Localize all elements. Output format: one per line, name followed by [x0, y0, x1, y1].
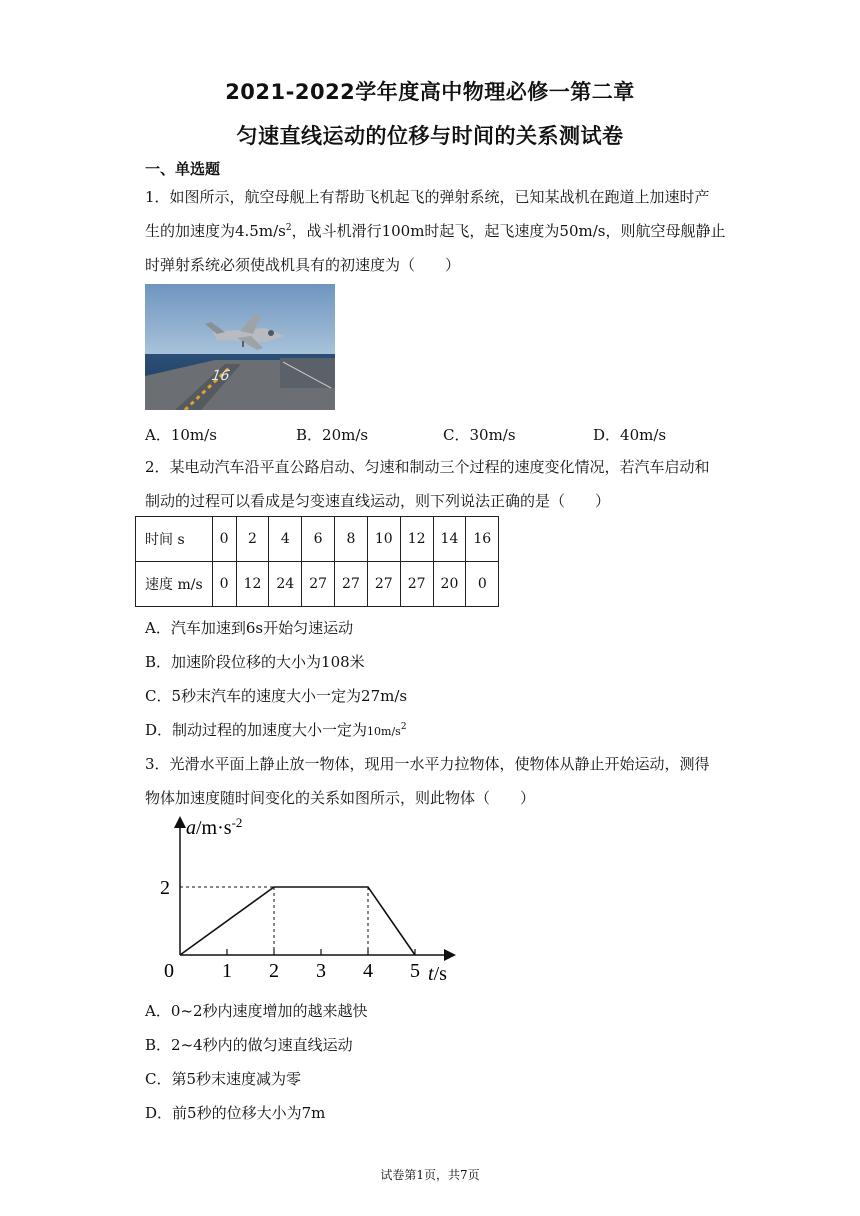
q1-option-c[interactable]: C．30m/s: [443, 426, 516, 444]
x-tick-label: 5: [410, 960, 420, 982]
table-cell: 2: [236, 517, 269, 562]
q2-option-d-unit: 10m/s: [367, 725, 401, 738]
q3-line1: 3．光滑水平面上静止放一物体，现用一水平力拉物体，使物体从静止开始运动，测得: [145, 755, 710, 773]
table-cell: 0: [212, 517, 236, 562]
q3-option-a[interactable]: A．0~2秒内速度增加的越来越快: [145, 1002, 368, 1020]
table-cell: 6: [302, 517, 335, 562]
x-axis-label-unit: /s: [433, 963, 447, 985]
x-tick-label: 4: [363, 960, 373, 982]
x-tick-label: 1: [222, 960, 232, 982]
exam-title-line1: 2021-2022学年度高中物理必修一第二章: [225, 80, 635, 104]
q2-option-d-text: D．制动过程的加速度大小一定为: [145, 721, 368, 739]
table-cell: 8: [335, 517, 368, 562]
table-cell: 27: [335, 562, 368, 607]
section-heading: 一、单选题: [145, 160, 221, 178]
table-cell: 16: [466, 517, 499, 562]
q2-line1: 2．某电动汽车沿平直公路启动、匀速和制动三个过程的速度变化情况，若汽车启动和: [145, 458, 710, 476]
page-footer: 试卷第1页，共7页: [380, 1168, 480, 1182]
acceleration-time-chart: [150, 812, 470, 992]
table-row-time: [136, 517, 499, 562]
q2-option-a[interactable]: A．汽车加速到6s开始匀速运动: [145, 619, 354, 637]
series-line: [180, 887, 415, 955]
table-cell: 10: [367, 517, 400, 562]
y-axis-label-symbol: a: [186, 817, 196, 839]
table-cell: 27: [367, 562, 400, 607]
q1-option-d[interactable]: D．40m/s: [593, 426, 667, 444]
table-cell: 27: [400, 562, 433, 607]
q1-line2: [145, 220, 726, 241]
q1-superscript: 2: [285, 223, 292, 233]
q1-line2-part2: ，战斗机滑行100m时起飞，起飞速度为50m/s，则航空母舰静止: [291, 222, 726, 240]
q1-option-a[interactable]: A．10m/s: [145, 426, 217, 444]
q3-option-d[interactable]: D．前5秒的位移大小为7m: [145, 1104, 326, 1122]
table-header-time: 时间 s: [136, 517, 213, 562]
q2-option-d[interactable]: [145, 719, 407, 740]
x-tick-label: 2: [269, 960, 279, 982]
table-cell: 12: [400, 517, 433, 562]
q3-line2: 物体加速度随时间变化的关系如图所示，则此物体（ ）: [145, 789, 536, 807]
x-tick-label: 0: [164, 960, 174, 982]
y-axis-label-sup: -2: [231, 815, 243, 830]
q1-option-b[interactable]: B．20m/s: [296, 426, 369, 444]
table-header-speed: 速度 m/s: [136, 562, 213, 607]
x-axis-label: [428, 963, 447, 985]
table-cell: 0: [466, 562, 499, 607]
table-cell: 27: [302, 562, 335, 607]
q2-option-b[interactable]: B．加速阶段位移的大小为108米: [145, 653, 365, 671]
q1-line1: 1．如图所示，航空母舰上有帮助飞机起飞的弹射系统，已知某战机在跑道上加速时产: [145, 188, 710, 206]
q1-line3: 时弹射系统必须使战机具有的初速度为（ ）: [145, 256, 461, 274]
table-row-speed: [136, 562, 499, 607]
deck-number: 16: [208, 368, 233, 384]
table-cell: 14: [433, 517, 466, 562]
q1-line2-part1: 生的加速度为4.5m/s: [145, 222, 286, 240]
q2-option-d-superscript: 2: [400, 722, 407, 732]
q2-line2: 制动的过程可以看成是匀变速直线运动，则下列说法正确的是（ ）: [145, 492, 611, 510]
x-tick-label: 3: [316, 960, 326, 982]
table-cell: 0: [212, 562, 236, 607]
y-axis-label-unit: /m·s: [196, 817, 232, 839]
exam-title-line2: 匀速直线运动的位移与时间的关系测试卷: [236, 124, 624, 148]
table-cell: 4: [269, 517, 302, 562]
x-axis-label-symbol: t: [428, 963, 434, 985]
y-tick-label: 2: [160, 877, 170, 899]
chart-svg: [150, 812, 470, 992]
q3-option-c[interactable]: C．第5秒末速度减为零: [145, 1070, 302, 1088]
table-cell: 12: [236, 562, 269, 607]
velocity-time-table: [135, 516, 499, 607]
table-cell: 20: [433, 562, 466, 607]
q2-option-c[interactable]: C．5秒末汽车的速度大小一定为27m/s: [145, 687, 408, 705]
q3-option-b[interactable]: B．2~4秒内的做匀速直线运动: [145, 1036, 353, 1054]
aircraft-carrier-photo: [145, 284, 335, 410]
table-cell: 24: [269, 562, 302, 607]
y-axis-label: [186, 815, 242, 839]
